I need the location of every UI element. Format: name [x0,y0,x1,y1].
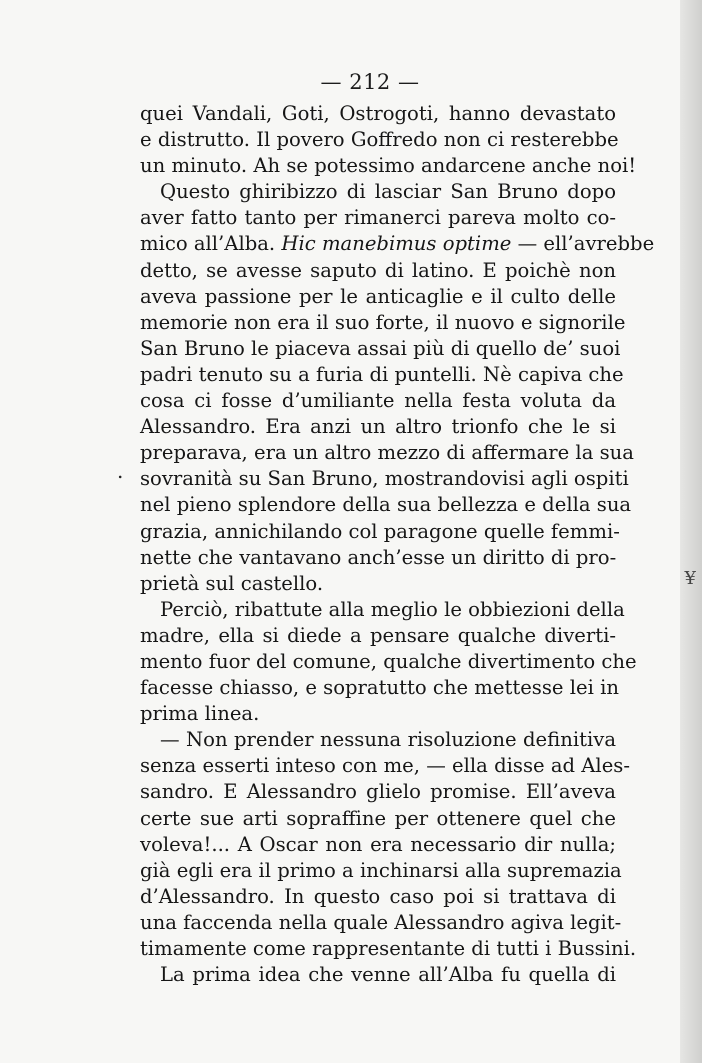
text-line: aveva passione per le anticaglie e il culto delle [140,284,616,308]
text-line: timamente come rappresentante di tutti i Bussini. [140,937,637,960]
page-number: — 212 — [320,70,420,94]
text-line: facesse chiasso, e sopratutto che mettesse lei in [140,676,619,700]
text-line: senza esserti inteso con me, — ella disse ad Ales- [140,754,630,778]
text-line: grazia, annichilando col paragone quelle femmi- [140,519,620,543]
paragraph [140,179,655,597]
text-line: San Bruno le piaceva assai più di quello de’ suoi [140,336,621,360]
text-line: Alessandro. Era anzi un altro trionfo che le si [140,415,616,439]
text-line: nette che vantavano anch’esse un diritto di pro- [140,545,617,569]
text-line: La prima idea che venne all’Alba fu quella di [160,963,616,987]
text-line: Questo ghiribizzo di lasciar San Bruno dopo [160,180,616,204]
paragraph [140,597,637,727]
paragraph [140,962,616,988]
page-edge-shadow [680,0,702,1063]
text-line: una faccenda nella quale Alessandro agiva legit- [140,910,622,934]
latin-quote: Hic manebimus optime [281,232,512,256]
text-line: memorie non era il suo forte, il nuovo e signorile [140,310,626,334]
paragraph [140,101,637,179]
text-line: mento fuor del comune, qualche divertimento che [140,649,637,673]
text-line: quei Vandali, Goti, Ostrogoti, hanno devastato [140,102,616,125]
body-text [140,101,655,988]
text-line: sandro. E Alessandro glielo promise. Ell’aveva [140,780,616,804]
text-line: preparava, era un altro mezzo di affermare la sua [140,441,634,465]
paragraph [140,727,637,962]
text-line: cosa ci fosse d’umiliante nella festa voluta da [140,389,616,413]
text-line: prietà sul castello. [140,571,324,595]
text-line: sovranità su San Bruno, mostrandovisi agli ospiti [140,467,629,491]
text-line: voleva!... A Oscar non era necessario dir nulla; [140,832,616,856]
text-line: e distrutto. Il povero Goffredo non ci resterebbe [140,128,619,152]
margin-mark: . [117,459,124,483]
text-line: prima linea. [140,702,260,726]
text-line: d’Alessandro. In questo caso poi si trattava di [140,884,616,908]
text-line: — Non prender nessuna risoluzione definitiva [160,728,616,752]
text-line: nel pieno splendore della sua bellezza e della sua [140,493,632,517]
text-segment: — ell’avrebbe [511,232,655,256]
text-line: un minuto. Ah se potessimo andarcene anche noi! [140,154,637,178]
text-line: già egli era il primo a inchinarsi alla supremazia [140,858,622,882]
text-line: certe sue arti sopraffine per ottenere quel che [140,806,616,830]
text-line [140,231,655,257]
text-line: padri tenuto su a furia di puntelli. Nè capiva che [140,362,624,386]
text-line: aver fatto tanto per rimanerci pareva molto co- [140,206,616,230]
text-line: Perciò, ribattute alla meglio le obbiezioni della [160,597,625,621]
text-segment: mico all’Alba. [140,232,282,256]
text-line: madre, ella si diede a pensare qualche diverti- [140,623,616,647]
text-line: detto, se avesse saputo di latino. E poichè non [140,258,616,282]
margin-mark-right: ¥ [684,568,696,589]
